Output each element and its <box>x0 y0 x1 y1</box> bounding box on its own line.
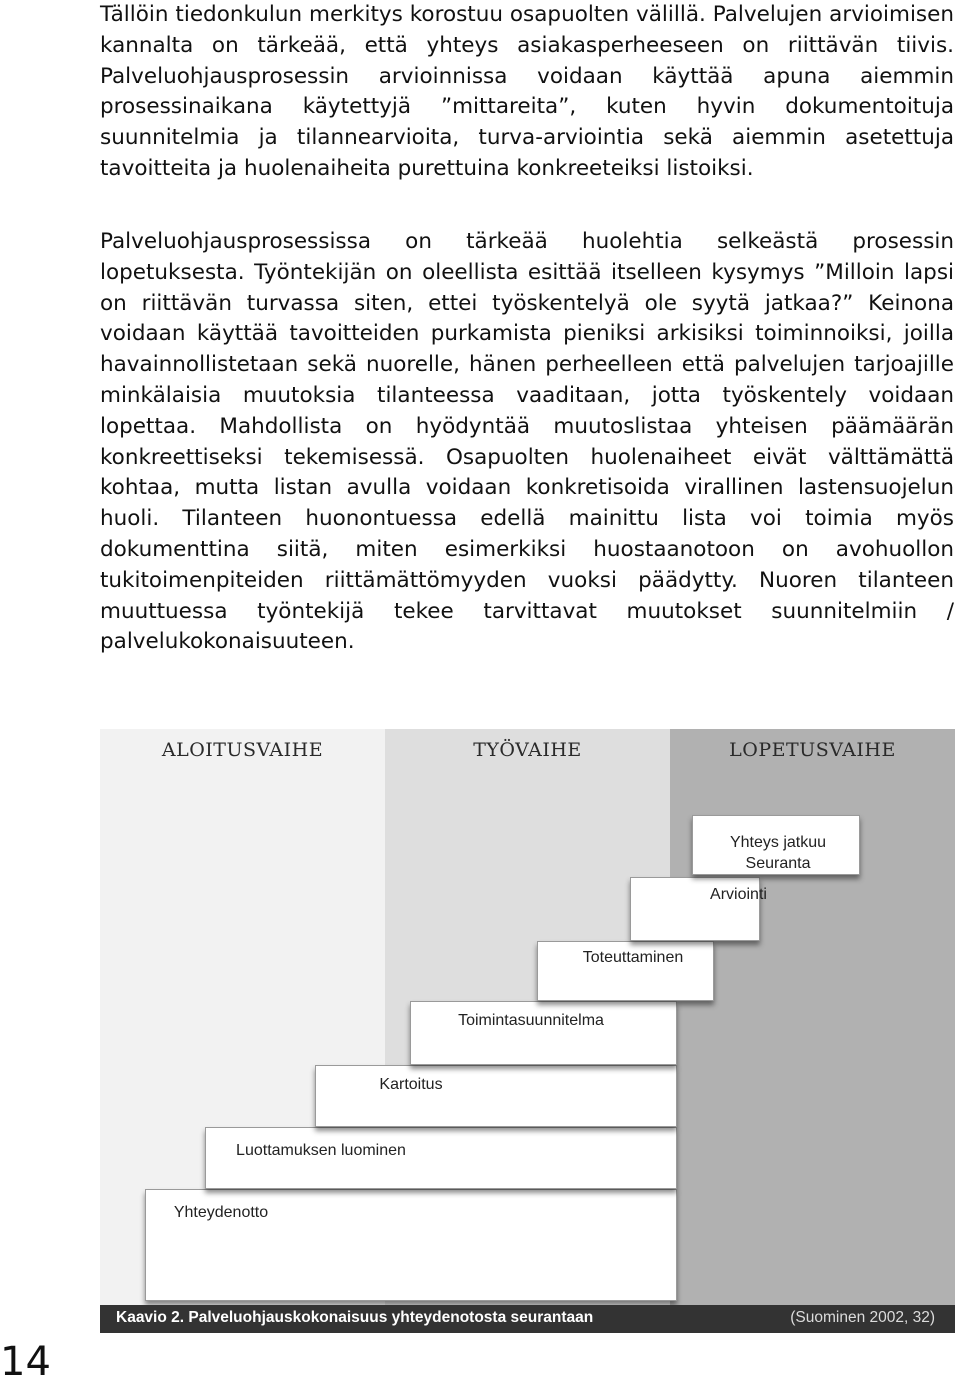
step-yhteydenotto <box>145 1189 677 1301</box>
diagram-caption: Kaavio 2. Palveluohjauskokonaisuus yhteydenotosta seurantaan <box>116 1309 594 1326</box>
step-kartoitus <box>315 1065 677 1127</box>
step-label: Yhteydenotto <box>173 1204 269 1221</box>
step-toteuttaminen <box>537 941 714 1001</box>
step-yhteys-jatkuu-seuranta <box>692 815 860 875</box>
phase-label-aloitus: ALOITUSVAIHE <box>161 739 324 761</box>
paragraph-1: Tällöin tiedonkulun merkitys korostuu osapuolten välillä. Palvelujen arvioimisen kannalta on tärkeää, että yhteys asiakasperheeseen on riittävän tiivis. Palveluohjausprosessin arvioinnissa voidaan käyttää apuna aiemmin prosessinaikana käytettyjä ”mittareita”, kuten hyvin dokumentoituja suunnitelmia ja tilannearvioita, turva-arviointia sekä aiemmin asetettuja tavoitteita ja huolenaiheita purettuina konkreeteiksi listoiksi. <box>100 2 954 181</box>
caption-bar <box>100 1305 955 1333</box>
step-label: Toimintasuunnitelma <box>458 1012 604 1029</box>
step-label: Arviointi <box>710 886 767 903</box>
step-arviointi <box>630 877 767 941</box>
step-luottamuksen-luominen <box>205 1127 677 1189</box>
phase-label-tyo: TYÖVAIHE <box>473 739 582 761</box>
diagram-source: (Suominen 2002, 32) <box>790 1309 935 1326</box>
process-diagram <box>100 729 955 1333</box>
step-label: Toteuttaminen <box>582 949 684 966</box>
phase-label-lopetus: LOPETUSVAIHE <box>729 739 896 761</box>
step-label: Kartoitus <box>379 1076 443 1093</box>
step-label: Seuranta <box>745 855 811 872</box>
step-label: Luottamuksen luominen <box>236 1142 406 1159</box>
paragraph-2: Palveluohjausprosessissa on tärkeää huolehtia selkeästä prosessin lopetuksesta. Työntekijän on oleellista esittää itselleen kysymys ”Milloin lapsi on riittävän turvassa siten, ettei työskentelyä ole syytä jatkaa?” Keinona voidaan käyttää tavoitteiden purkamista pieniksi arkisiksi toiminnoiksi, joilla havainnollistetaan sekä nuorelle, hänen perheelleen että palvelujen tarjoajille minkälaisia muutoksia tilanteessa vaaditaan, jotta työskentely voidaan lopettaa. Mahdollista on hyödyntää muutoslistaa yhteisen päämäärän konkreettiseksi tekemisessä. Osapuolten huolenaiheet eivät välttämättä kohtaa, mutta listan avulla voidaan konkretisoida virallinen lastensuojelun huoli. Tilanteen huonontuessa edellä mainittu lista voi toimia myös dokumenttina siitä, miten esimerkiksi huostaanotoon on avohuollon tukitoimenpiteiden riittämättömyyden vuoksi päädytty. Nuoren tilanteen muuttuessa työntekijä tekee tarvittavat muutokset suunnitelmiin / palvelukokonaisuuteen. <box>100 229 954 655</box>
page-number: 14 <box>0 1339 51 1385</box>
step-toimintasuunnitelma <box>410 1001 677 1065</box>
step-label: Yhteys jatkuu <box>729 834 827 851</box>
